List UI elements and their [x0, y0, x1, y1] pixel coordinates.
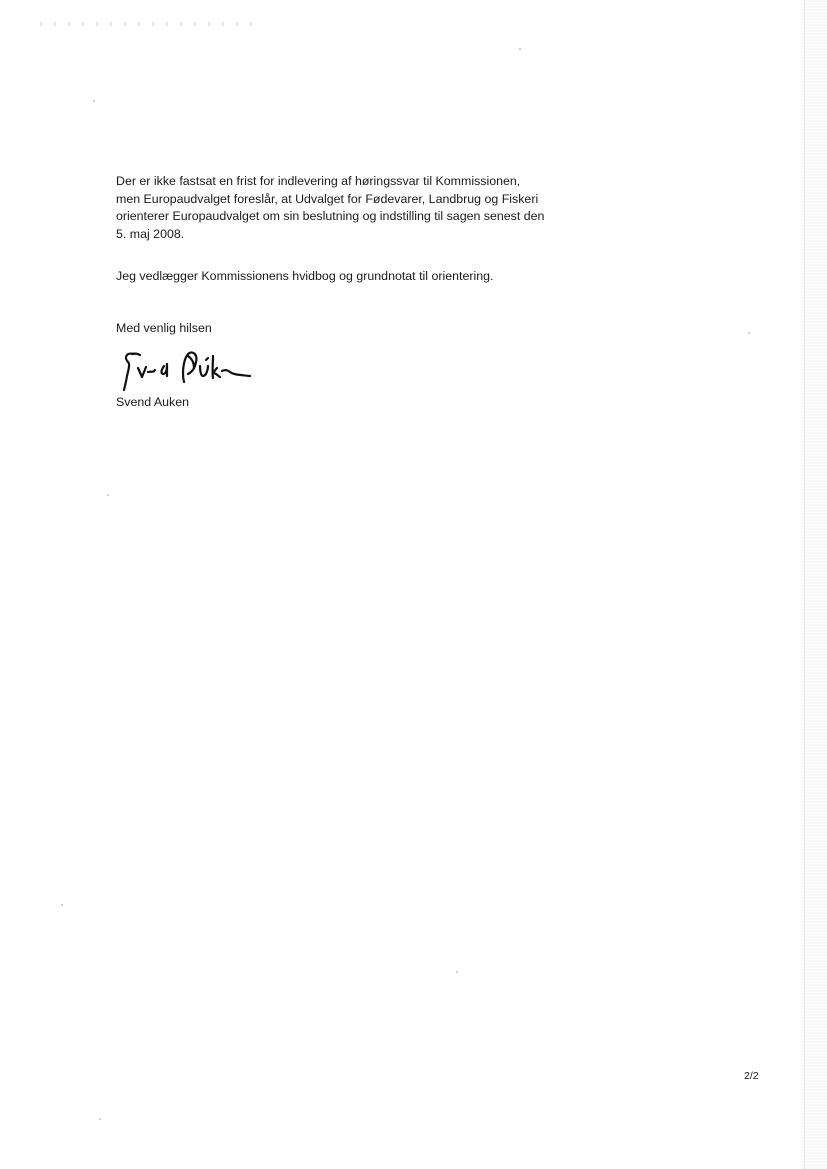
scan-speck	[456, 971, 458, 973]
page-number: 2/2	[744, 1070, 759, 1082]
signer-name: Svend Auken	[116, 395, 190, 409]
scan-speck	[93, 100, 95, 102]
scan-speck	[519, 48, 521, 50]
scan-speck	[748, 332, 750, 334]
scan-speck	[99, 1118, 101, 1120]
scan-speck	[107, 494, 109, 496]
scan-edge-line	[804, 0, 805, 1169]
paragraph-line: 5. maj 2008.	[116, 226, 185, 241]
scan-speck	[61, 904, 63, 906]
paragraph-line: men Europaudvalget foreslår, at Udvalget for Fødevarer, Landbrug og Fiskeri	[116, 191, 539, 206]
paragraph-enclosures: Jeg vedlægger Kommissionens hvidbog og grundnotat til orientering.	[116, 269, 494, 283]
closing-greeting: Med venlig hilsen	[116, 321, 212, 335]
paragraph-deadline	[116, 173, 544, 243]
scan-artifact-top	[40, 22, 260, 26]
paragraph-line: Der er ikke fastsat en frist for indlevering af høringssvar til Kommissionen,	[116, 174, 521, 188]
handwritten-signature	[118, 346, 258, 394]
paragraph-line: orienterer Europaudvalget om sin beslutning og indstilling til sagen senest den	[116, 209, 545, 223]
